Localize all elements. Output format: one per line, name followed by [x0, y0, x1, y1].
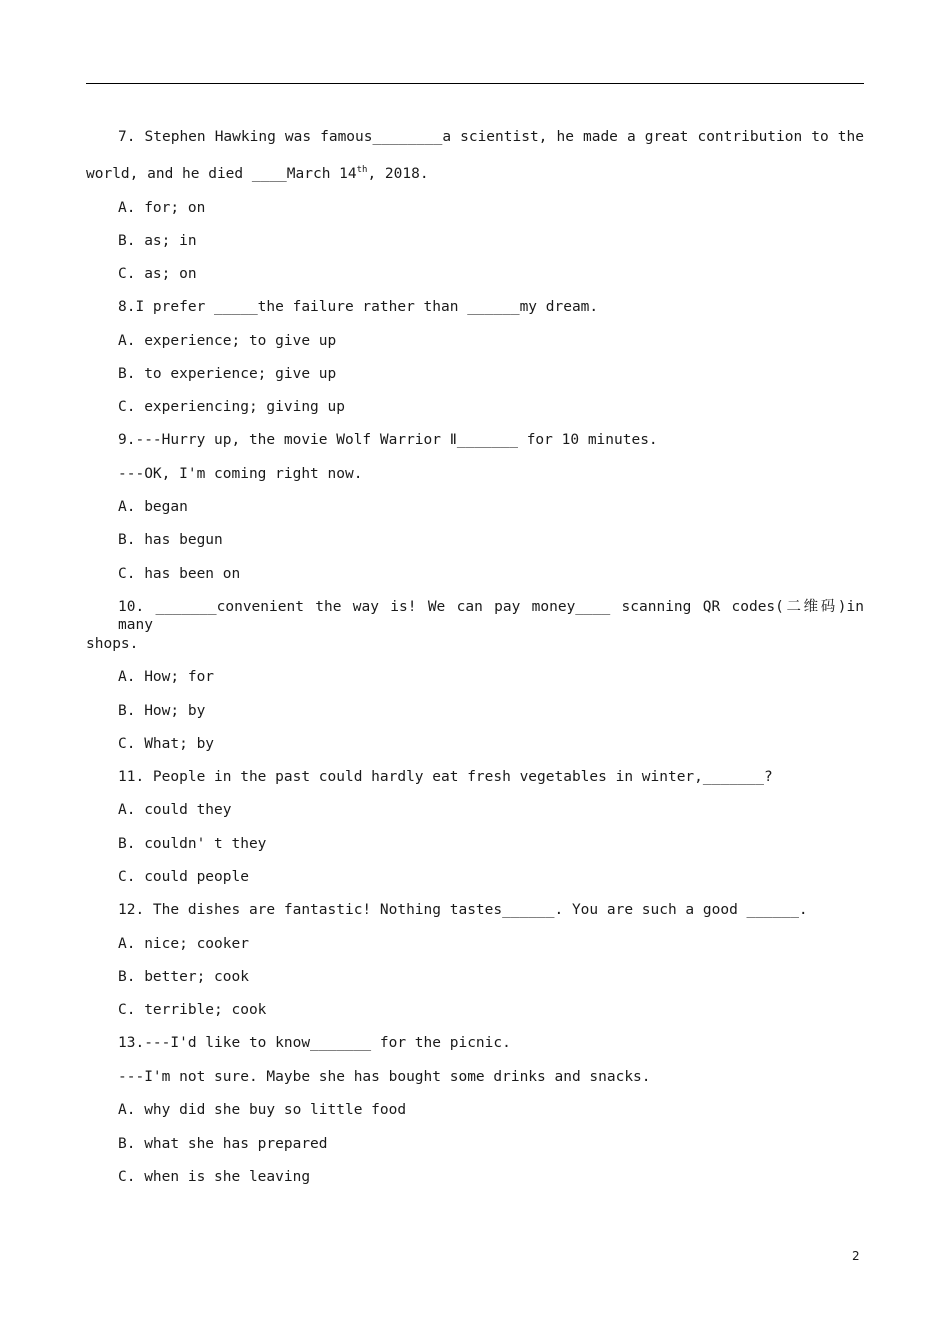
- question-7-option-b: B. as; in: [118, 233, 197, 249]
- question-13-option-a: A. why did she buy so little food: [118, 1102, 407, 1118]
- question-9-option-c: C. has been on: [118, 566, 241, 582]
- question-10-stem: 10. _______convenient the way is! We can pay money____ scanning QR codes(二维码)in many: [118, 599, 864, 633]
- question-12-option-c: C. terrible; cook: [118, 1002, 267, 1018]
- question-7-stem: 7. Stephen Hawking was famous________a scientist, he made a great contribution to the: [118, 129, 864, 145]
- question-10-option-a: A. How; for: [118, 669, 215, 685]
- question-7-continuation-text: world, and he died ____March 14: [86, 166, 357, 182]
- question-8-option-b: B. to experience; give up: [118, 366, 337, 382]
- question-7-continuation: [86, 165, 429, 183]
- question-9-option-a: A. began: [118, 499, 188, 515]
- page-number: 2: [852, 1249, 860, 1263]
- question-8-option-c: C. experiencing; giving up: [118, 399, 345, 415]
- question-13-option-b: B. what she has prepared: [118, 1136, 328, 1152]
- question-13-option-c: C. when is she leaving: [118, 1169, 311, 1185]
- question-10-option-b: B. How; by: [118, 703, 206, 719]
- question-7-option-c: C. as; on: [118, 266, 197, 282]
- question-9-stem: 9.---Hurry up, the movie Wolf Warrior Ⅱ_______ for 10 minutes.: [118, 432, 658, 448]
- question-7-continuation-end: , 2018.: [367, 166, 429, 182]
- question-13-stem: 13.---I'd like to know_______ for the picnic.: [118, 1035, 511, 1051]
- question-10-option-c: C. What; by: [118, 736, 215, 752]
- question-11-option-c: C. could people: [118, 869, 249, 885]
- question-12-stem: 12. The dishes are fantastic! Nothing tastes______. You are such a good ______.: [118, 902, 808, 918]
- question-9-option-b: B. has begun: [118, 532, 223, 548]
- question-10-continuation: shops.: [86, 636, 139, 652]
- question-12-option-a: A. nice; cooker: [118, 936, 249, 952]
- header-rule: [86, 83, 864, 84]
- question-13-reply: ---I'm not sure. Maybe she has bought some drinks and snacks.: [118, 1069, 651, 1085]
- ordinal-suffix: th: [356, 165, 368, 176]
- question-11-option-a: A. could they: [118, 802, 232, 818]
- question-9-reply: ---OK, I'm coming right now.: [118, 466, 363, 482]
- question-8-stem: 8.I prefer _____the failure rather than ______my dream.: [118, 299, 599, 315]
- question-11-option-b: B. couldn' t they: [118, 836, 267, 852]
- question-8-option-a: A. experience; to give up: [118, 333, 337, 349]
- question-7-option-a: A. for; on: [118, 200, 206, 216]
- question-12-option-b: B. better; cook: [118, 969, 249, 985]
- question-11-stem: 11. People in the past could hardly eat fresh vegetables in winter,_______?: [118, 769, 773, 785]
